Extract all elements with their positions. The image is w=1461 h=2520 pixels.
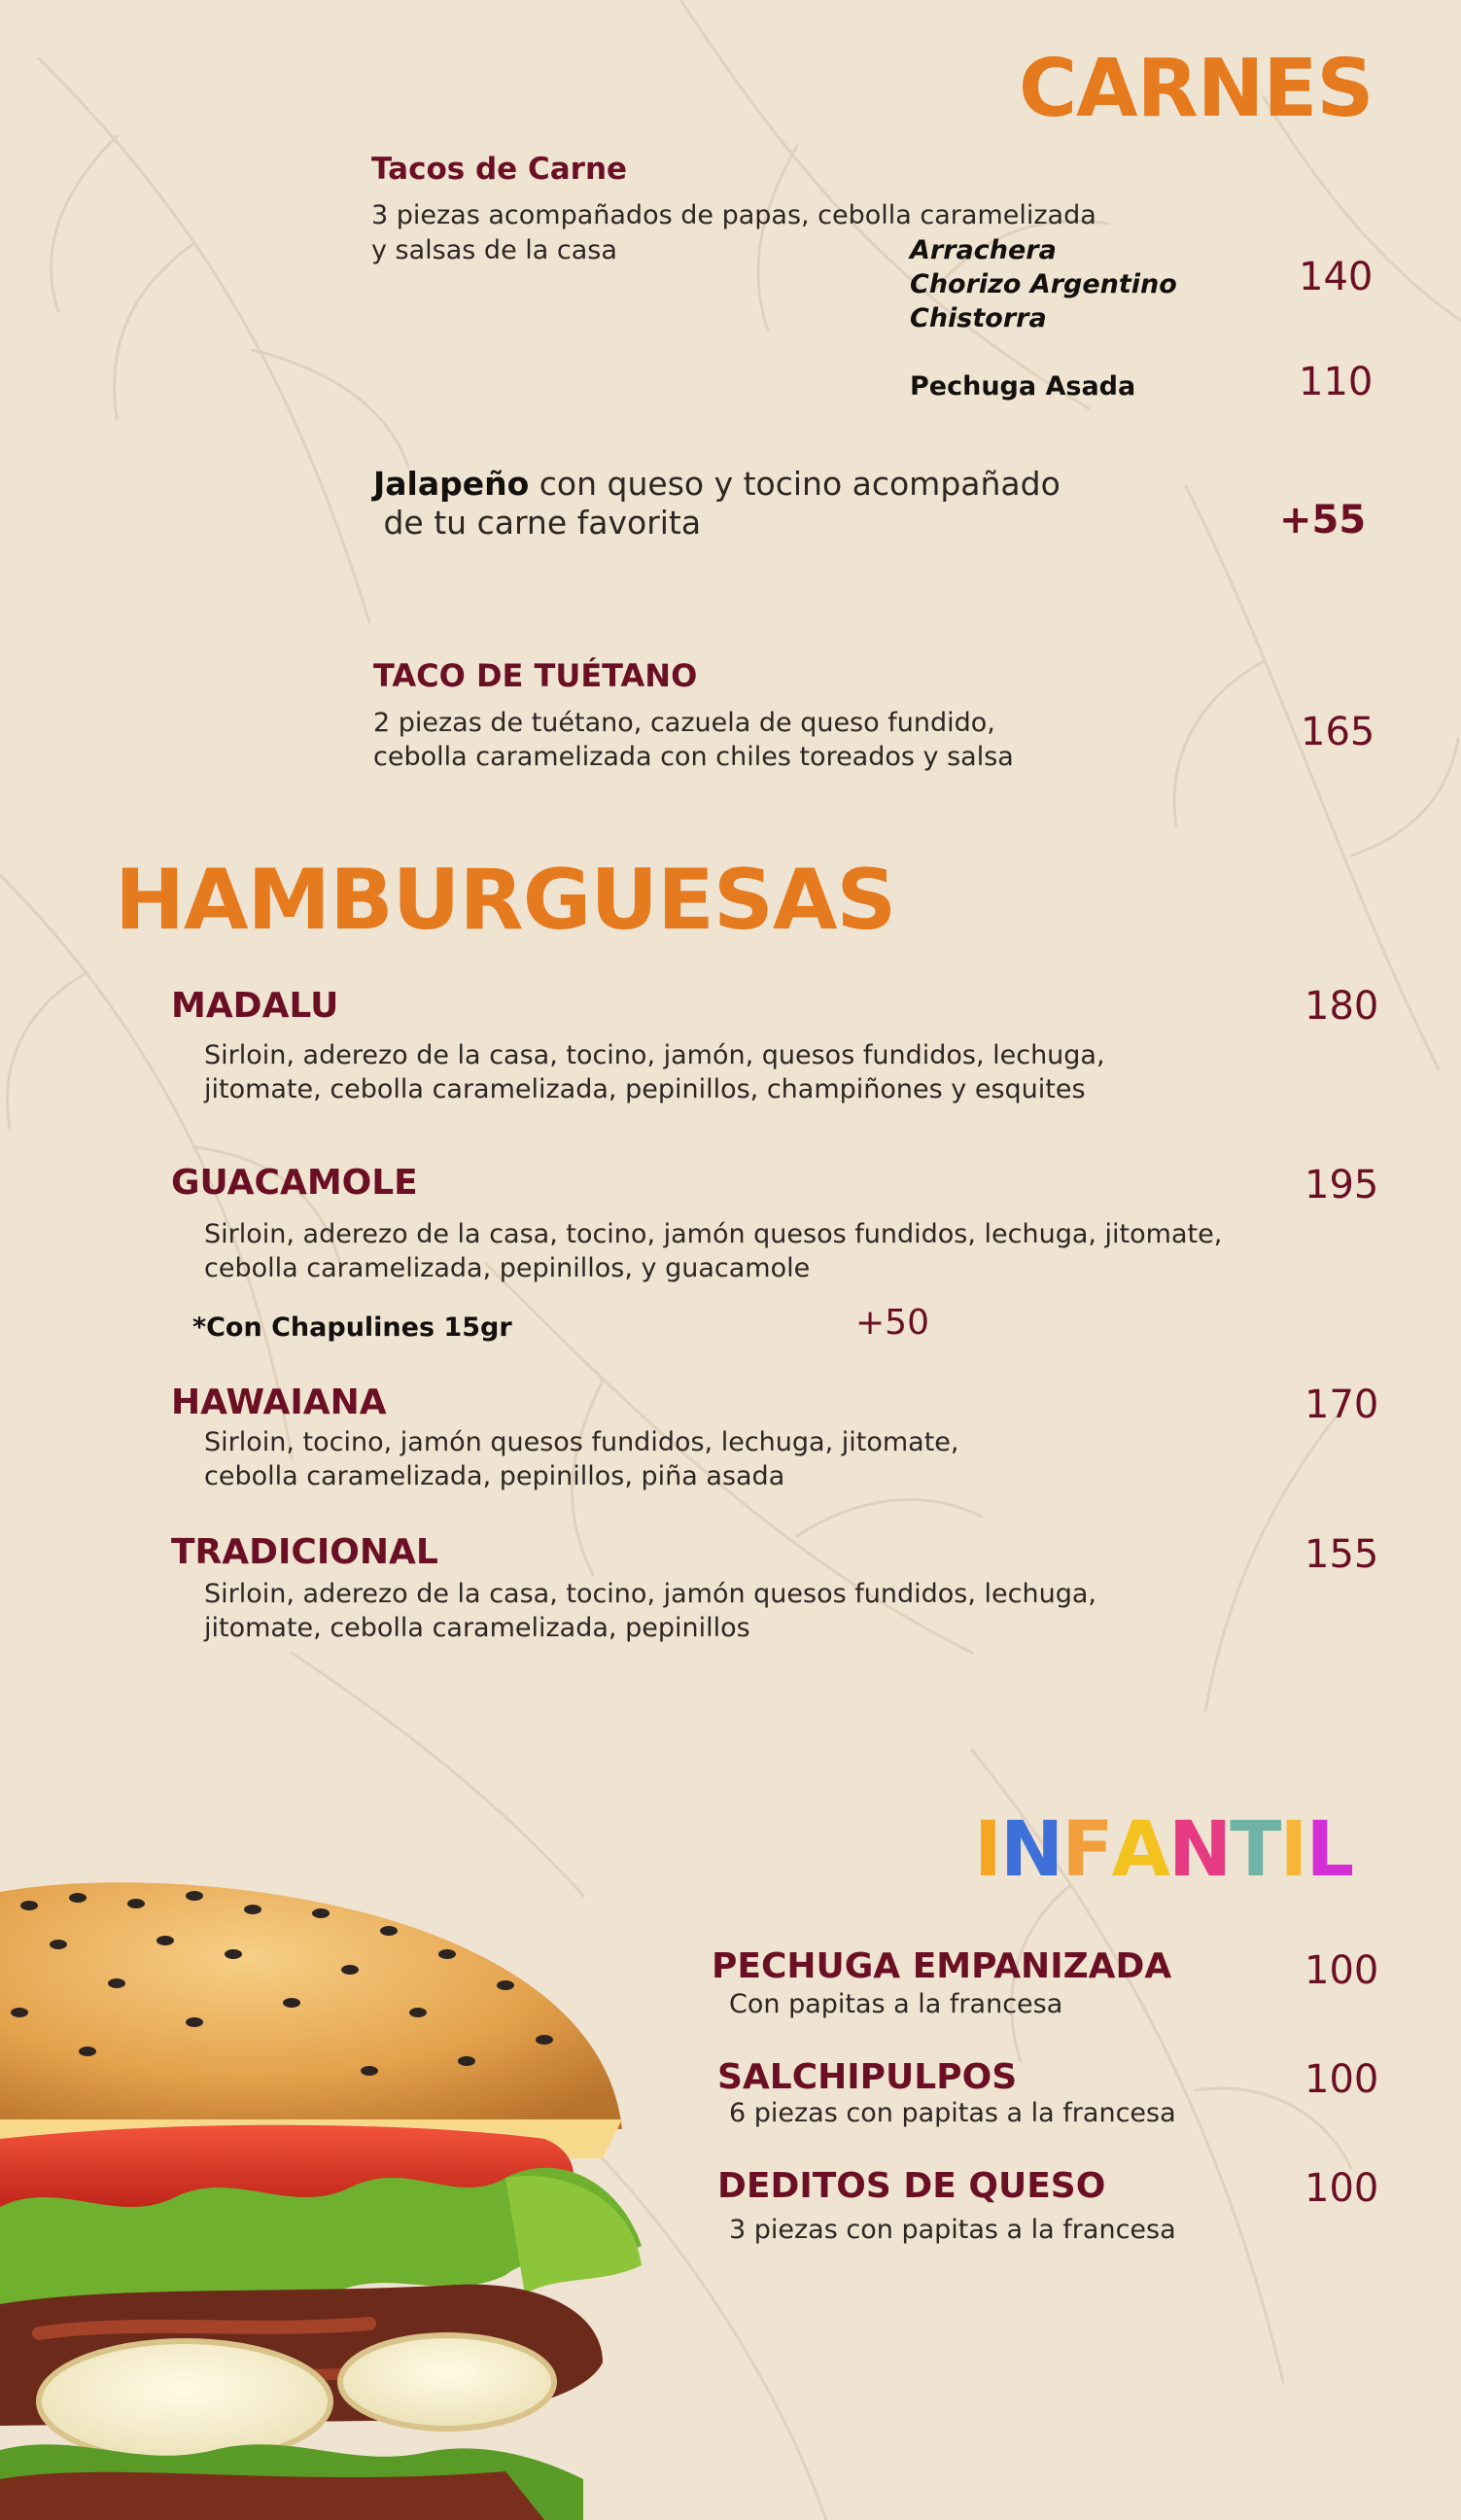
hamburger-photo [0,1876,661,2520]
tacos-name: Tacos de Carne [371,152,628,187]
tacos-desc-line2: y salsas de la casa [371,235,617,265]
kids-desc-salchipulpos: 6 piezas con papitas a la francesa [729,2098,1176,2128]
option-chistorra: Chistorra [910,303,1047,333]
infantil-title-letter: N [1167,1806,1231,1894]
hamburguesas-title: HAMBURGUESAS [115,852,896,949]
pechuga-asada-label: Pechuga Asada [910,371,1136,402]
burger-name-guacamole: GUACAMOLE [171,1163,418,1203]
burger-desc-guacamole: Sirloin, aderezo de la casa, tocino, jamón quesos fundidos, lechuga, jitomate, cebolla caramelizada, pepinillos, y guacamole [204,1219,1223,1283]
tacos-desc-line1: 3 piezas acompañados de papas, cebolla caramelizada [371,200,1096,230]
jalapeno-price: +55 [1279,498,1367,542]
infantil-title-letter: F [1061,1806,1112,1894]
infantil-title [974,1806,1352,1894]
jalapeno-line1 [373,465,1061,503]
burger-price-guacamole: 195 [1304,1163,1379,1208]
burger-name-madalu: MADALU [171,986,339,1026]
infantil-title-letter: A [1111,1806,1168,1894]
carnes-title: CARNES [1019,43,1374,135]
kids-name-deditos: DEDITOS DE QUESO [717,2166,1106,2206]
infantil-title-letter: N [1000,1806,1062,1894]
infantil-title-letter: L [1305,1806,1353,1894]
tuetano-price: 165 [1301,710,1375,754]
pechuga-asada-price: 110 [1299,360,1374,404]
tuetano-desc: 2 piezas de tuétano, cazuela de queso fundido, cebolla caramelizada con chiles toreados y salsa [373,708,1014,772]
burger-price-hawaiana: 170 [1304,1382,1379,1427]
kids-price-deditos: 100 [1304,2166,1379,2211]
jalapeno-desc-line1: con queso y tocino acompañado [529,465,1061,503]
burger-desc-madalu: Sirloin, aderezo de la casa, tocino, jamón, quesos fundidos, lechuga, jitomate, cebolla caramelizada, pepinillos, champiñones y esquites [204,1040,1105,1104]
tuetano-name: TACO DE TUÉTANO [373,657,698,694]
kids-price-pechuga: 100 [1304,1948,1379,1993]
kids-desc-deditos: 3 piezas con papitas a la francesa [729,2215,1176,2245]
infantil-title-letter: T [1230,1806,1280,1894]
kids-name-salchipulpos: SALCHIPULPOS [717,2057,1018,2097]
infantil-title-letter: I [1279,1806,1306,1894]
burger-name-hawaiana: HAWAIANA [171,1382,387,1422]
burger-desc-hawaiana: Sirloin, tocino, jamón quesos fundidos, lechuga, jitomate, cebolla caramelizada, pepinillos, piña asada [204,1427,959,1491]
burger-name-tradicional: TRADICIONAL [171,1532,438,1572]
jalapeno-desc-line2: de tu carne favorita [373,504,702,542]
burger-desc-tradicional: Sirloin, aderezo de la casa, tocino, jamón quesos fundidos, lechuga, jitomate, cebolla caramelizada, pepinillos [204,1579,1096,1643]
kids-price-salchipulpos: 100 [1304,2057,1379,2102]
burger-price-madalu: 180 [1304,984,1379,1029]
jalapeno-name: Jalapeño [373,465,530,503]
kids-name-pechuga: PECHUGA EMPANIZADA [712,1946,1172,1986]
infantil-title-letter: I [974,1806,1001,1894]
burger-price-tradicional: 155 [1304,1532,1379,1577]
kids-desc-pechuga: Con papitas a la francesa [729,1989,1063,2019]
tacos-price: 140 [1299,255,1374,299]
chapulines-extra-price: +50 [855,1303,929,1343]
option-chorizo: Chorizo Argentino [910,269,1177,299]
chapulines-extra-label: *Con Chapulines 15gr [192,1312,512,1343]
tacos-meat-options [910,233,1177,335]
option-arrachera: Arrachera [910,235,1057,265]
